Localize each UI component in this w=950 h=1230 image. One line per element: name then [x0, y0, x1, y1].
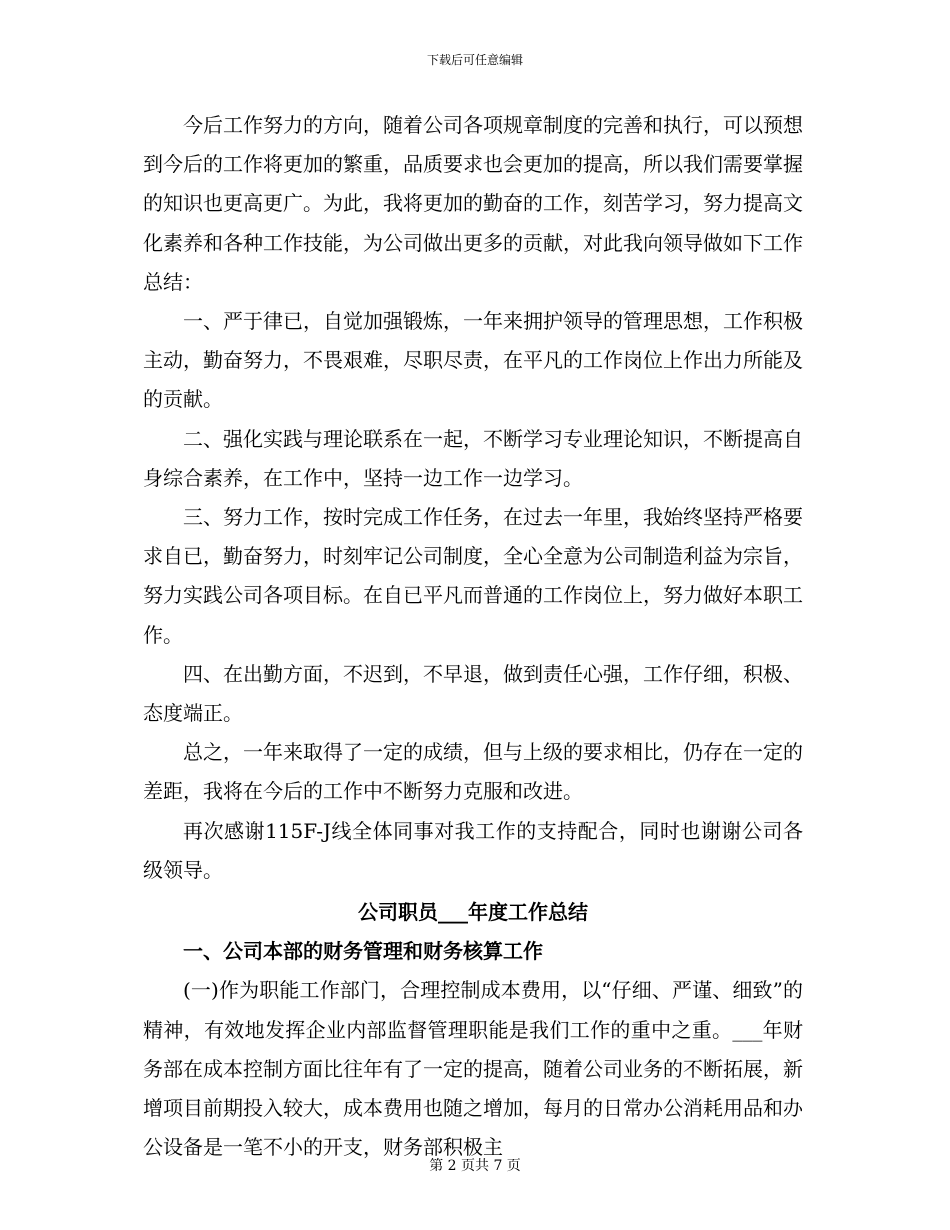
- paragraph-thanks: 再次感谢115F-J线全体同事对我工作的支持配合，同时也谢谢公司各级领导。: [143, 818, 803, 882]
- section-paragraph: (一)作为职能工作部门，合理控制成本费用，以“仔细、严谨、细致”的精神，有效地发挥企业内部监督管理职能是我们工作的重中之重。___年财务部在成本控制方面比往年有了一定的提高，随着公司业务的不断拓展，新增项目前期投入较大，成本费用也随之增加，每月的日常办公消耗用品和办公设备是一笔不小的开支，财务部积极主: [143, 978, 803, 1160]
- paragraph-point-3: 三、努力工作，按时完成工作任务，在过去一年里，我始终坚持严格要求自已，勤奋努力，时刻牢记公司制度，全心全意为公司制造利益为宗旨，努力实践公司各项目标。在自已平凡而普通的工作岗位上，努力做好本职工作。: [143, 505, 803, 647]
- section-heading: 一、公司本部的财务管理和财务核算工作: [183, 939, 543, 964]
- paragraph-point-1: 一、严于律已，自觉加强锻炼，一年来拥护领导的管理思想，工作积极主动，勤奋努力，不畏艰难，尽职尽责，在平凡的工作岗位上作出力所能及的贡献。: [143, 309, 803, 412]
- paragraph-intro: 今后工作努力的方向，随着公司各项规章制度的完善和执行，可以预想到今后的工作将更加的繁重，品质要求也会更加的提高，所以我们需要掌握的知识也更高更广。为此，我将更加的勤奋的工作，刻苦学习，努力提高文化素养和各种工作技能，为公司做出更多的贡献，对此我向领导做如下工作总结：: [143, 113, 803, 294]
- page-footer: 第 2 页共 7 页: [429, 1158, 521, 1174]
- paragraph-conclusion: 总之，一年来取得了一定的成绩，但与上级的要求相比，仍存在一定的差距，我将在今后的工作中不断努力克服和改进。: [143, 740, 803, 804]
- document-title: 公司职员___年度工作总结: [358, 900, 588, 925]
- paragraph-point-2: 二、强化实践与理论联系在一起，不断学习专业理论知识，不断提高自身综合素养，在工作中，坚持一边工作一边学习。: [143, 426, 803, 490]
- paragraph-point-4: 四、在出勤方面，不迟到，不早退，做到责任心强，工作仔细，积极、态度端正。: [143, 661, 803, 726]
- page-header: 下载后可任意编辑: [426, 53, 523, 67]
- document-body: [143, 106, 803, 1167]
